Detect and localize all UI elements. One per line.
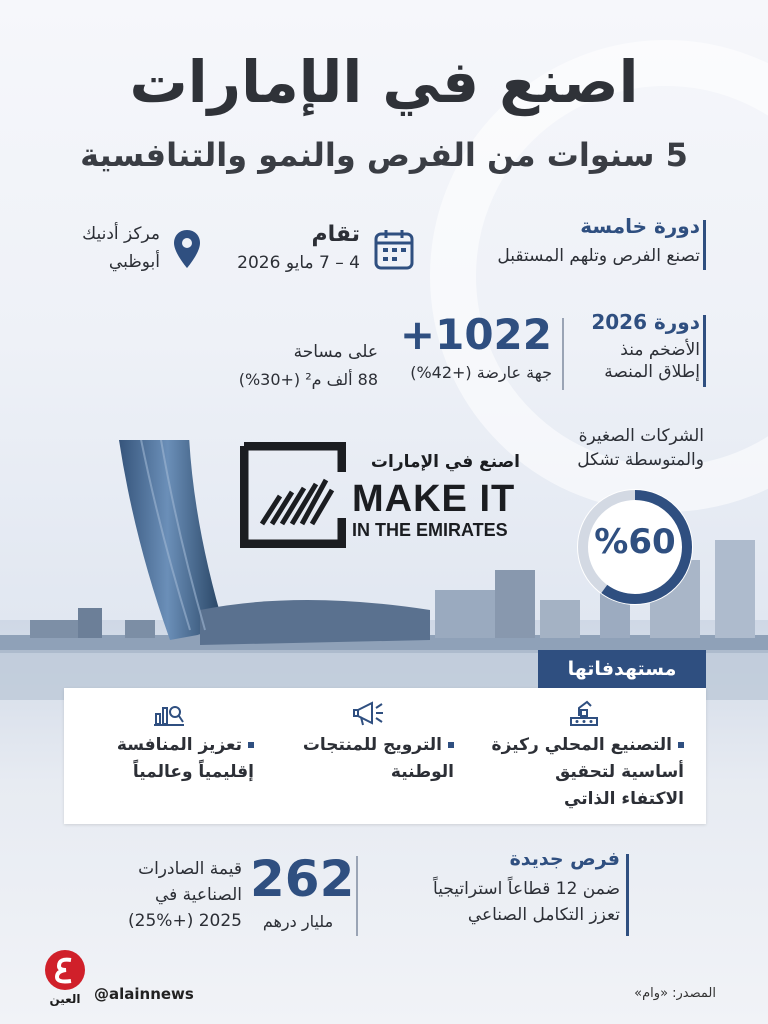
logo-line2: IN THE EMIRATES [352, 520, 508, 540]
edition2026-title: دورة 2026 [591, 310, 700, 334]
sme-line2: والمتوسطة تشكل [577, 450, 704, 470]
goal-item-promote-products: الترويج للمنتجات الوطنية [284, 698, 454, 786]
exhibitors-description: جهة عارضة (+42%) [410, 363, 552, 382]
area-line2: 88 ألف م² (+30%) [238, 370, 378, 389]
goals-tab: مستهدفاتها [538, 650, 706, 688]
date-title: تقام [311, 222, 360, 247]
page-subtitle: 5 سنوات من الفرص والنمو والتنافسية [80, 136, 688, 174]
opportunities-block [390, 848, 620, 928]
bottom-divider [356, 856, 358, 936]
edition2026-line1: الأضخم منذ [620, 340, 700, 360]
exhibitors-value: +1022 [399, 310, 552, 359]
exports-line2: الصناعية في [154, 885, 242, 905]
edition-title: دورة خامسة [580, 214, 700, 238]
page-title: اصنع في الإمارات [129, 48, 639, 116]
exhibitors-block [380, 310, 552, 382]
date-value: 4 – 7 مايو 2026 [237, 253, 360, 273]
edition-description: تصنع الفرص وتلهم المستقبل [497, 246, 700, 266]
exports-line1: قيمة الصادرات [138, 859, 242, 879]
exports-unit: مليار درهم [262, 912, 334, 931]
area-line1: على مساحة [293, 342, 378, 362]
edition-block [400, 214, 700, 266]
megaphone-icon [352, 698, 386, 728]
edition2026-accent-bar [703, 315, 706, 387]
logo-arabic-text: اصنع في الإمارات [370, 452, 520, 472]
opportunities-title: فرص جديدة [509, 848, 620, 870]
goals-card [64, 688, 706, 824]
venue-line2: أبوظبي [108, 252, 160, 272]
goal-item-local-manufacturing: التصنيع المحلي ركيزة أساسية لتحقيق الاكتفاء الذاتي [484, 698, 684, 813]
chart-magnifier-icon [152, 698, 186, 728]
make-it-in-the-emirates-logo [240, 440, 520, 550]
stats-divider [562, 318, 564, 390]
date-block [190, 222, 360, 273]
source-credit: المصدر: «وام» [634, 986, 716, 1001]
area-block [200, 342, 378, 389]
venue-line1: مركز أدنيك [82, 224, 160, 244]
venue-block [30, 224, 160, 272]
calendar-icon [374, 228, 414, 270]
goal-item-competitiveness: تعزيز المنافسة إقليمياً وعالمياً [84, 698, 254, 786]
logo-line1: MAKE IT [352, 478, 516, 520]
brand-logo [40, 946, 90, 1010]
brand-mark-icon [40, 946, 90, 994]
factory-robot-icon [567, 698, 601, 728]
opportunities-line2: تعزز التكامل الصناعي [467, 905, 620, 925]
sme-line1: الشركات الصغيرة [578, 426, 704, 446]
social-handle: @alainnews [94, 985, 194, 1003]
edition2026-line2: إطلاق المنصة [604, 362, 700, 382]
opportunities-line1: ضمن 12 قطاعاً استراتيجياً [433, 879, 620, 899]
edition2026-block [530, 310, 700, 382]
logo-mark-icon [240, 442, 346, 548]
exports-block [102, 856, 242, 934]
location-pin-icon [172, 228, 202, 270]
brand-name: العين [49, 992, 81, 1006]
exports-value: 262 [250, 850, 355, 908]
edition-accent-bar [703, 220, 706, 270]
opportunities-accent-bar [626, 854, 629, 936]
sme-block [504, 426, 704, 470]
exports-line3: 2025 (+25%) [128, 911, 242, 931]
sme-percent-label: %60 [594, 522, 676, 562]
